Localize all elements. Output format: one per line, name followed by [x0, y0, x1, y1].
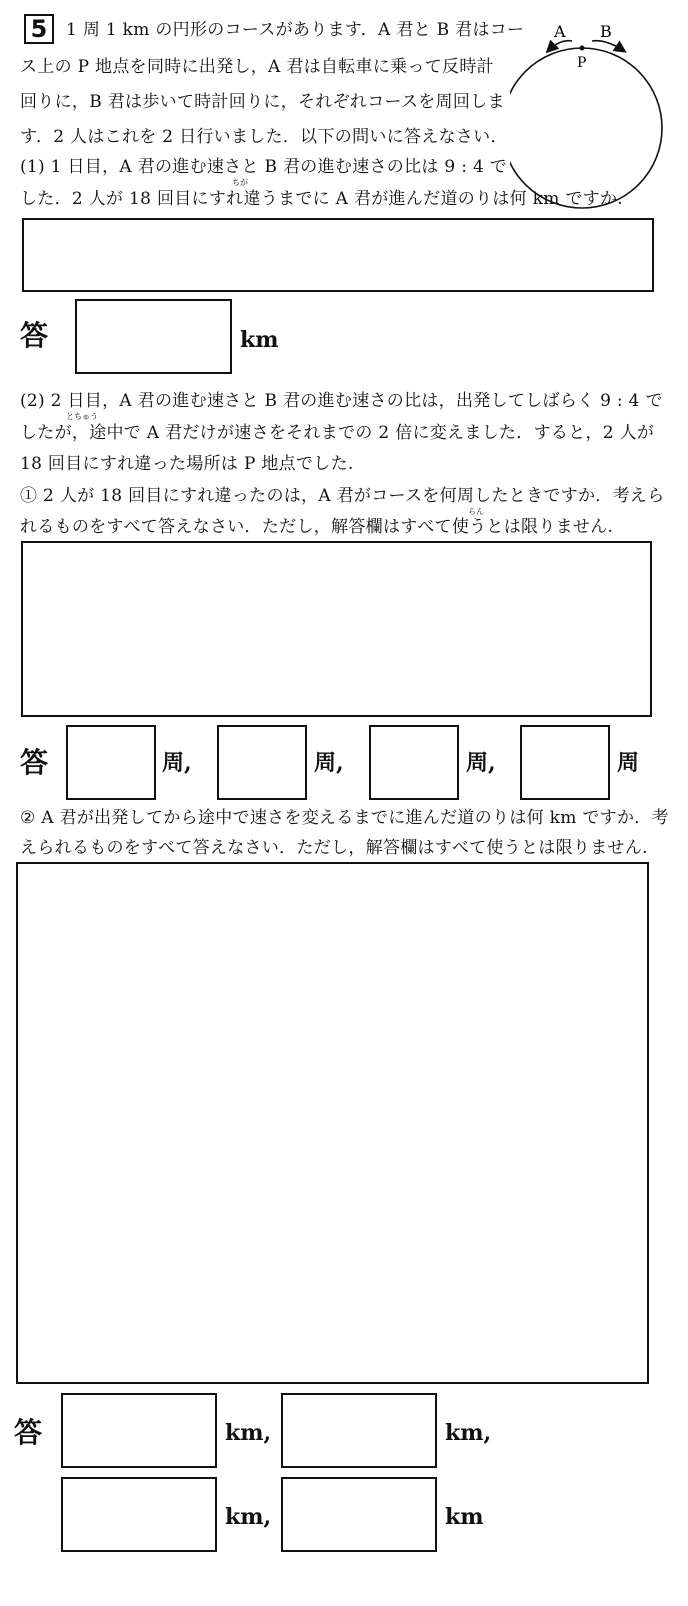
- q2-2-unit-3: km,: [225, 1504, 272, 1530]
- q2-2-line-2: えられるものをすべて答えなさい．ただし，解答欄はすべて使うとは限りません.: [20, 838, 648, 858]
- q2-1-unit-4: 周: [617, 750, 640, 776]
- q1-work-area[interactable]: [22, 218, 654, 292]
- q2-1-answer-label: 答: [20, 746, 49, 779]
- q1-line-2: した．2 人が 18 回目にすれ違うまでに A 君が進んだ道のりは何 km ですか.: [20, 189, 623, 209]
- intro-line-3: 回りに，B 君は歩いて時計回りに，それぞれコースを周回しま: [20, 92, 505, 112]
- q2-1-answer-box-3[interactable]: [369, 725, 459, 800]
- q2-2-work-area[interactable]: [16, 862, 649, 1384]
- q2-2-unit-4: km: [445, 1504, 484, 1530]
- q2-2-unit-2: km,: [445, 1420, 492, 1446]
- q2-1-unit-3: 周,: [466, 750, 496, 776]
- q2-2-answer-label: 答: [14, 1416, 43, 1449]
- problem-number-badge: 5: [24, 14, 54, 44]
- q2-2-answer-box-4[interactable]: [281, 1477, 437, 1552]
- q2-line-2: したが，途中で A 君だけが速さをそれまでの 2 倍に変えました．すると，2 人が: [20, 423, 655, 443]
- q2-1-line-2: れるものをすべて答えなさい．ただし，解答欄はすべて使うとは限りません.: [20, 517, 614, 537]
- q2-1-line-1: ① 2 人が 18 回目にすれ違ったのは，A 君がコースを何周したときですか．考えら: [20, 486, 665, 506]
- intro-line-4: す．2 人はこれを 2 日行いました．以下の問いに答えなさい．: [20, 127, 508, 147]
- q1-answer-box[interactable]: [75, 299, 232, 374]
- label-p: P: [577, 55, 587, 71]
- q2-2-answer-box-1[interactable]: [61, 1393, 217, 1468]
- q2-1-unit-2: 周,: [314, 750, 344, 776]
- q2-2-unit-1: km,: [225, 1420, 272, 1446]
- q2-1-answer-box-2[interactable]: [217, 725, 307, 800]
- q2-2-line-1: ② A 君が出発してから途中で速さを変えるまでに進んだ道のりは何 km ですか．考: [20, 808, 669, 828]
- q2-line-3: 18 回目にすれ違った場所は P 地点でした.: [20, 454, 354, 474]
- intro-line-2: ス上の P 地点を同時に出発し，A 君は自転車に乗って反時計: [20, 57, 494, 77]
- q1-unit-km: km: [240, 327, 279, 353]
- label-b: B: [600, 22, 612, 41]
- q2-1-work-area[interactable]: [21, 541, 652, 717]
- q2-1-unit-1: 周,: [162, 750, 192, 776]
- q2-1-answer-box-4[interactable]: [520, 725, 610, 800]
- q2-1-answer-box-1[interactable]: [66, 725, 156, 800]
- ruby-ran: らん: [468, 507, 484, 516]
- q1-answer-label: 答: [20, 319, 49, 352]
- q2-line-1: (2) 2 日目，A 君の進む速さと B 君の進む速さの比は，出発してしばらく 9 : 4 で: [20, 391, 663, 411]
- point-p-dot: [580, 46, 585, 51]
- q2-2-answer-box-2[interactable]: [281, 1393, 437, 1468]
- ruby-tochuu: とちゅう: [66, 412, 98, 421]
- ruby-chigau: ちが: [232, 178, 248, 187]
- label-a: A: [554, 22, 566, 41]
- q2-2-answer-box-3[interactable]: [61, 1477, 217, 1552]
- intro-line-1: 1 周 1 km の円形のコースがあります．A 君と B 君はコー: [66, 20, 525, 40]
- q1-line-1: (1) 1 日目，A 君の進む速さと B 君の進む速さの比は 9 : 4 で: [20, 157, 508, 177]
